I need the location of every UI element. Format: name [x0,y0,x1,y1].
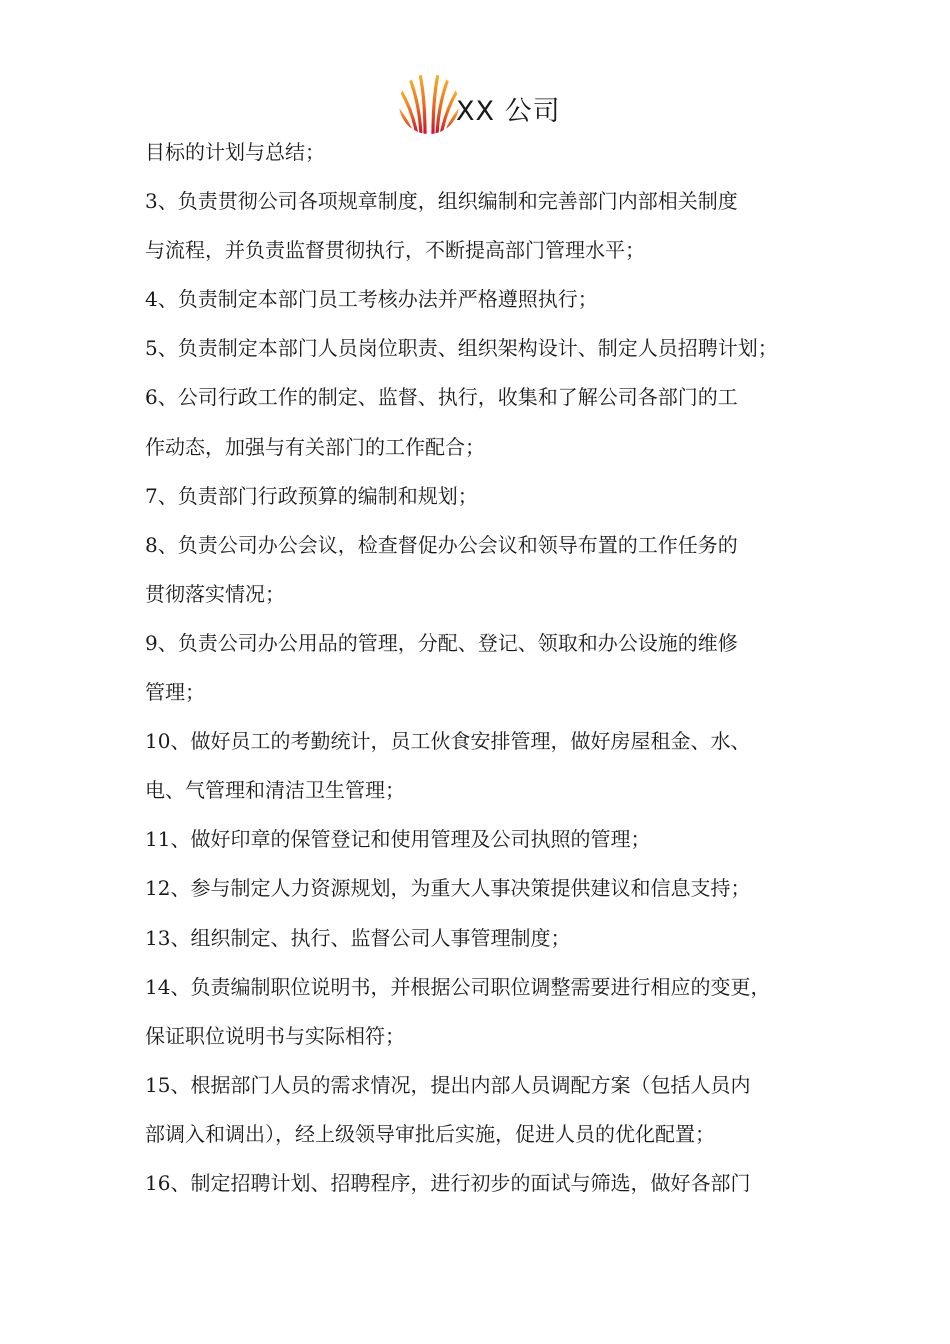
text-line: 11、做好印章的保管登记和使用管理及公司执照的管理； [145,827,651,852]
company-name: XX 公司 [456,95,561,127]
text-line: 贯彻落实情况； [145,581,285,606]
text-line: 目标的计划与总结； [145,140,325,164]
text-line: 7、负责部门行政预算的编制和规划； [145,483,478,508]
text-line: 与流程，并负责监督贯彻执行，不断提高部门管理水平； [145,238,645,263]
text-line: 3、负责贯彻公司各项规章制度，组织编制和完善部门内部相关制度 [145,189,738,214]
text-line: 13、组织制定、执行、监督公司人事管理制度； [145,925,571,950]
document-body [145,128,825,1208]
text-line: 10、做好员工的考勤统计，员工伙食安排管理，做好房屋租金、水、 [145,729,751,754]
text-line: 12、参与制定人力资源规划，为重大人事决策提供建议和信息支持； [145,876,751,901]
text-line: 15、根据部门人员的需求情况，提出内部人员调配方案（包括人员内 [145,1072,751,1097]
text-line: 14、负责编制职位说明书，并根据公司职位调整需要进行相应的变更， [145,974,771,999]
text-line: 电、气管理和清洁卫生管理； [145,778,405,803]
text-line: 部调入和调出），经上级领导审批后实施，促进人员的优化配置； [145,1121,715,1146]
text-line: 5、负责制定本部门人员岗位职责、组织架构设计、制定人员招聘计划； [145,336,778,361]
text-line: 管理； [145,680,205,705]
text-line: 保证职位说明书与实际相符； [145,1023,405,1048]
text-line: 作动态，加强与有关部门的工作配合； [145,434,485,459]
text-line: 8、负责公司办公会议，检查督促办公会议和领导布置的工作任务的 [145,532,738,557]
text-line: 9、负责公司办公用品的管理，分配、登记、领取和办公设施的维修 [145,630,738,655]
text-line: 16、制定招聘计划、招聘程序，进行初步的面试与筛选，做好各部门 [145,1170,751,1195]
text-line: 6、公司行政工作的制定、监督、执行，收集和了解公司各部门的工 [145,385,738,410]
text-line: 4、负责制定本部门员工考核办法并严格遵照执行； [145,287,598,312]
